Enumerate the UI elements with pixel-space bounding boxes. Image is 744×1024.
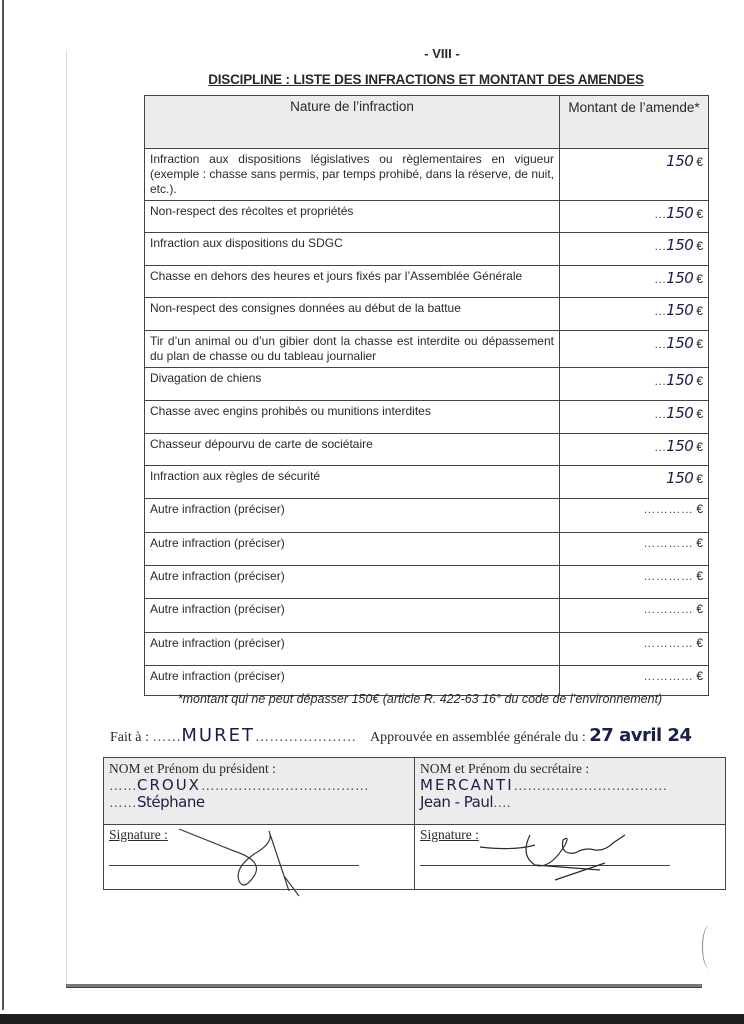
approval-label: Approuvée en assemblée générale du : [370,730,586,745]
dots: …… [109,795,137,810]
euro-symbol: € [696,502,703,516]
table-row [145,266,709,298]
secretary-name-cell [415,758,726,825]
amount-prefix-dots: ... [654,272,667,286]
dots: …. [493,795,511,810]
infraction-nature: Infraction aux règles de sécurité [145,466,560,499]
scan-left-edge [2,0,4,1010]
amount-value: 150 [666,269,694,287]
infraction-nature: Autre infraction (préciser) [145,533,560,566]
infraction-nature: Autre infraction (préciser) [145,499,560,533]
place-label: Fait à : [110,730,149,745]
secretary-signature-icon [475,825,645,885]
amount-value: 150 [666,334,694,352]
table-row [145,434,709,466]
president-signature-cell[interactable] [104,825,415,890]
president-signature-icon [174,821,314,901]
table-row [145,533,709,566]
infraction-nature: Autre infraction (préciser) [145,599,560,633]
table-row [145,201,709,233]
amount-cell[interactable] [560,233,709,266]
approval-date[interactable]: 27 avril 24 [589,725,692,746]
president-first-name[interactable]: Stéphane [137,793,205,811]
amount-prefix-dots: ... [654,207,667,221]
infraction-nature: Chasse en dehors des heures et jours fixés par l’Assemblée Générale [145,266,560,298]
infraction-nature: Autre infraction (préciser) [145,566,560,599]
amount-cell[interactable] [560,298,709,331]
infraction-nature: Divagation de chiens [145,368,560,401]
amount-prefix-dots: ... [654,440,667,454]
document-title: DISCIPLINE : LISTE DES INFRACTIONS ET MONTANT DES AMENDES [208,72,644,87]
amount-prefix-dots: ... [654,337,667,351]
amount-value: ………… [643,636,694,650]
table-header-row [145,96,709,149]
euro-symbol: € [696,636,703,650]
euro-symbol: € [696,472,703,486]
euro-symbol: € [696,304,703,318]
amount-cell[interactable] [560,566,709,599]
amount-value: 150 [666,204,694,222]
euro-symbol: € [696,337,703,351]
amount-value: ………… [643,602,694,616]
scan-margin-line [66,50,67,985]
scan-bottom-bar [0,1014,744,1024]
euro-symbol: € [696,440,703,454]
table-row [145,666,709,696]
amount-value: ………… [643,569,694,583]
amount-prefix-dots: ... [654,304,667,318]
amount-value: 150 [666,236,694,254]
header-amount: Montant de l’amende* [560,96,709,149]
dots: …… [109,778,137,793]
place-value[interactable]: MURET [181,725,255,746]
infraction-nature: Chasseur dépourvu de carte de sociétaire [145,434,560,466]
page-number: - VIII - [424,46,460,61]
amount-cell[interactable] [560,266,709,298]
amount-cell[interactable] [560,149,709,201]
infractions-table [144,95,709,696]
infraction-nature: Infraction aux dispositions législatives ou règlementaires en vigueur (exemple : chasse sans permis, par temps prohibé, dans la réserve, de nuit, etc.). [145,149,560,201]
infraction-nature: Infraction aux dispositions du SDGC [145,233,560,266]
header-nature: Nature de l’infraction [145,96,560,149]
dots: …………………………… [513,778,668,793]
scan-mark [702,925,717,969]
amount-value: 150 [666,152,694,170]
infraction-nature: Chasse avec engins prohibés ou munitions interdites [145,401,560,434]
table-row [145,401,709,434]
amount-value: 150 [666,404,694,422]
infraction-nature: Autre infraction (préciser) [145,633,560,666]
secretary-first-name[interactable]: Jean - Paul [420,793,494,811]
infraction-nature: Tir d’un animal ou d’un gibier dont la chasse est interdite ou dépassement du plan de chasse ou du tableau journalier [145,331,560,368]
amount-cell[interactable] [560,331,709,368]
amount-value: ………… [643,536,694,550]
table-row [145,331,709,368]
amount-prefix-dots: ... [654,374,667,388]
euro-symbol: € [696,272,703,286]
amount-prefix-dots: ... [654,239,667,253]
president-last-name[interactable]: CROUX [137,776,201,794]
page-bottom-rule [66,984,702,988]
place-dots-before: …… [152,730,182,745]
approval-line [370,725,691,746]
secretary-signature-label: Signature : [420,827,479,842]
infraction-nature: Non-respect des récoltes et propriétés [145,201,560,233]
euro-symbol: € [696,602,703,616]
infraction-nature: Non-respect des consignes données au début de la battue [145,298,560,331]
euro-symbol: € [696,239,703,253]
president-signature-label: Signature : [109,827,168,842]
euro-symbol: € [696,407,703,421]
amount-value: 150 [666,437,694,455]
table-row [145,466,709,499]
amount-prefix-dots: ... [654,407,667,421]
amount-cell[interactable] [560,666,709,696]
signatures-table [103,757,726,890]
euro-symbol: € [696,207,703,221]
place-dots-after: ………………… [254,730,357,745]
infraction-nature: Autre infraction (préciser) [145,666,560,696]
amount-cell[interactable] [560,368,709,401]
euro-symbol: € [696,374,703,388]
table-row [145,298,709,331]
euro-symbol: € [696,155,703,169]
amount-value: ………… [643,502,694,516]
president-name-cell [104,758,415,825]
amount-cell[interactable] [560,599,709,633]
amount-value: 150 [666,301,694,319]
secretary-label: NOM et Prénom du secrétaire : [420,761,590,776]
amount-cell[interactable] [560,201,709,233]
euro-symbol: € [696,569,703,583]
table-row [145,566,709,599]
amount-cell[interactable] [560,499,709,533]
euro-symbol: € [696,669,703,683]
table-row [145,633,709,666]
table-row [145,499,709,533]
table-row [145,233,709,266]
dots: ……………………………… [200,778,369,793]
amount-cell[interactable] [560,533,709,566]
president-label: NOM et Prénom du président : [109,761,276,776]
table-row [145,149,709,201]
amount-cell[interactable] [560,401,709,434]
euro-symbol: € [696,536,703,550]
amount-cell[interactable] [560,434,709,466]
table-body [145,149,709,696]
secretary-last-name[interactable]: MERCANTI [420,776,514,794]
amount-value: 150 [666,469,694,487]
footnote: *montant qui ne peut dépasser 150€ (article R. 422-63 16° du code de l’environnement) [177,692,663,706]
amount-cell[interactable] [560,633,709,666]
table-row [145,368,709,401]
amount-value: 150 [666,371,694,389]
place-line [110,725,356,746]
amount-cell[interactable] [560,466,709,499]
amount-value: ………… [643,669,694,683]
secretary-signature-cell[interactable] [415,825,726,890]
table-row [145,599,709,633]
